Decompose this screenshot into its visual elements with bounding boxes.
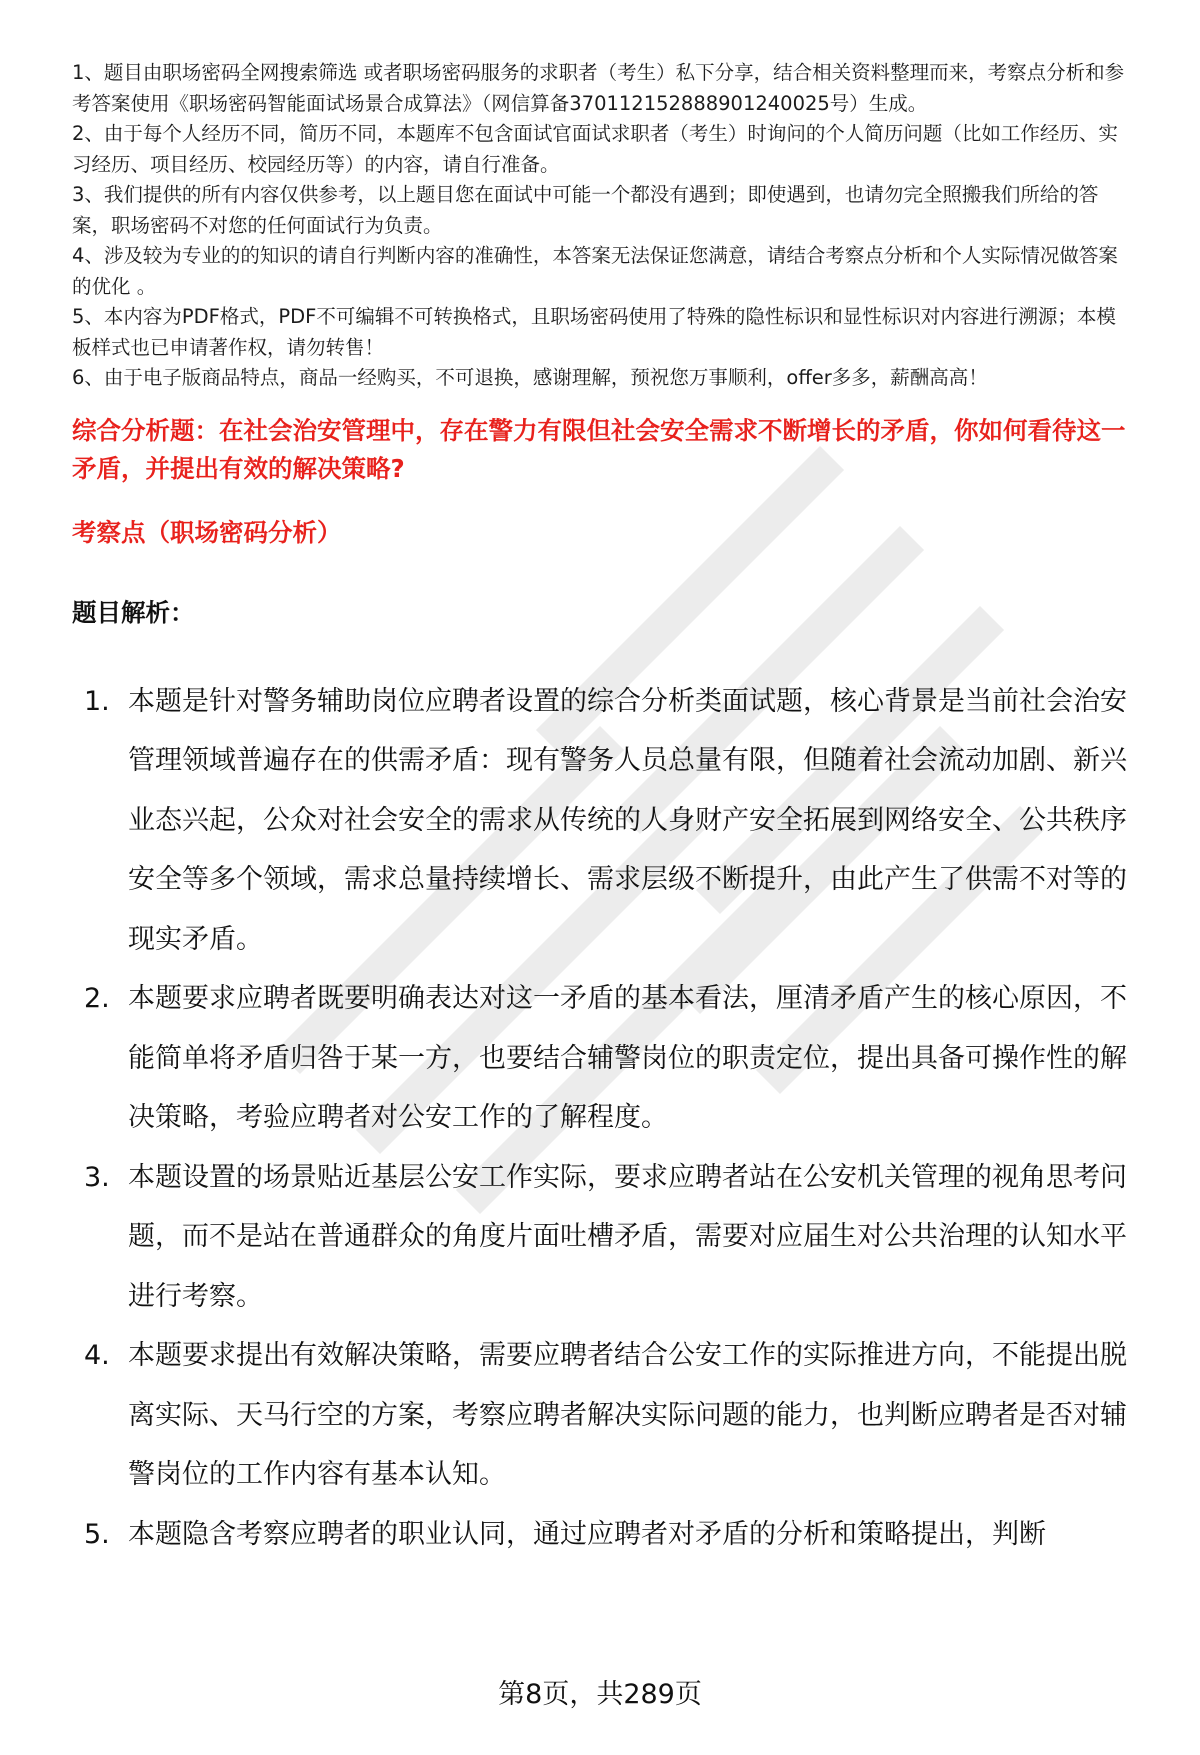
- list-item-number: 3.: [84, 1161, 110, 1193]
- exam-point-heading: 考察点（职场密码分析）: [72, 517, 342, 547]
- page-footer: 第8页，共289页: [498, 1679, 702, 1710]
- disclaimer-item: 2、由于每个人经历不同，简历不同，本题库不包含面试官面试求职者（考生）时询问的个人简历问题（比如工作经历、实习经历、项目经历、校园经历等）的内容，请自行准备。: [72, 122, 1118, 176]
- list-item-text: 本题要求应聘者既要明确表达对这一矛盾的基本看法，厘清矛盾产生的核心原因，不能简单将矛盾归咎于某一方，也要结合辅警岗位的职责定位，提出具备可操作性的解决策略，考验应聘者对公安工作的了解程度。: [128, 983, 1127, 1133]
- disclaimer-list: [72, 58, 1130, 394]
- list-item: [72, 1148, 1130, 1327]
- list-item-text: 本题隐含考察应聘者的职业认同，通过应聘者对矛盾的分析和策略提出，判断: [128, 1518, 1046, 1550]
- list-item: [72, 969, 1130, 1148]
- list-item-number: 5.: [84, 1518, 110, 1550]
- list-item-number: 1.: [84, 685, 110, 717]
- analysis-list: [72, 672, 1130, 1565]
- list-item: [72, 1326, 1130, 1505]
- analysis-heading: 题目解析：: [72, 597, 195, 627]
- disclaimer-item: 3、我们提供的所有内容仅供参考，以上题目您在面试中可能一个都没有遇到；即使遇到，也请勿完全照搬我们所给的答案，职场密码不对您的任何面试行为负责。: [72, 183, 1099, 237]
- disclaimer-item: 6、由于电子版商品特点，商品一经购买，不可退换，感谢理解，预祝您万事顺利，offer多多，薪酬高高！: [72, 366, 988, 389]
- list-item-number: 4.: [84, 1340, 110, 1371]
- list-item-text: 本题要求提出有效解决策略，需要应聘者结合公安工作的实际推进方向，不能提出脱离实际、天马行空的方案，考察应聘者解决实际问题的能力，也判断应聘者是否对辅警岗位的工作内容有基本认知。: [128, 1340, 1127, 1490]
- list-item: [72, 672, 1130, 970]
- disclaimer-item: 4、涉及较为专业的的知识的请自行判断内容的准确性，本答案无法保证您满意，请结合考察点分析和个人实际情况做答案的优化 。: [72, 244, 1118, 298]
- question-heading: 综合分析题：在社会治安管理中，存在警力有限但社会安全需求不断增长的矛盾，你如何看待这一矛盾，并提出有效的解决策略?: [72, 415, 1126, 483]
- list-item-text: 本题设置的场景贴近基层公安工作实际，要求应聘者站在公安机关管理的视角思考问题，而不是站在普通群众的角度片面吐槽矛盾，需要对应届生对公共治理的认知水平进行考察。: [128, 1161, 1127, 1312]
- list-item-text: 本题是针对警务辅助岗位应聘者设置的综合分析类面试题，核心背景是当前社会治安管理领域普遍存在的供需矛盾：现有警务人员总量有限，但随着社会流动加剧、新兴业态兴起，公众对社会安全的需求从传统的人身财产安全拓展到网络安全、公共秩序安全等多个领域，需求总量持续增长、需求层级不断提升，由此产生了供需不对等的现实矛盾。: [128, 685, 1127, 955]
- list-item-number: 2.: [84, 983, 110, 1014]
- disclaimer-item: 5、本内容为PDF格式，PDF不可编辑不可转换格式，且职场密码使用了特殊的隐性标识和显性标识对内容进行溯源；本模板样式也已申请著作权，请勿转售！: [72, 305, 1116, 359]
- disclaimer-item: 1、题目由职场密码全网搜索筛选 或者职场密码服务的求职者（考生）私下分享，结合相关资料整理而来，考察点分析和参考答案使用《职场密码智能面试场景合成算法》（网信算备370112152888901240025号）生成。: [72, 61, 1125, 115]
- list-item: [72, 1505, 1130, 1565]
